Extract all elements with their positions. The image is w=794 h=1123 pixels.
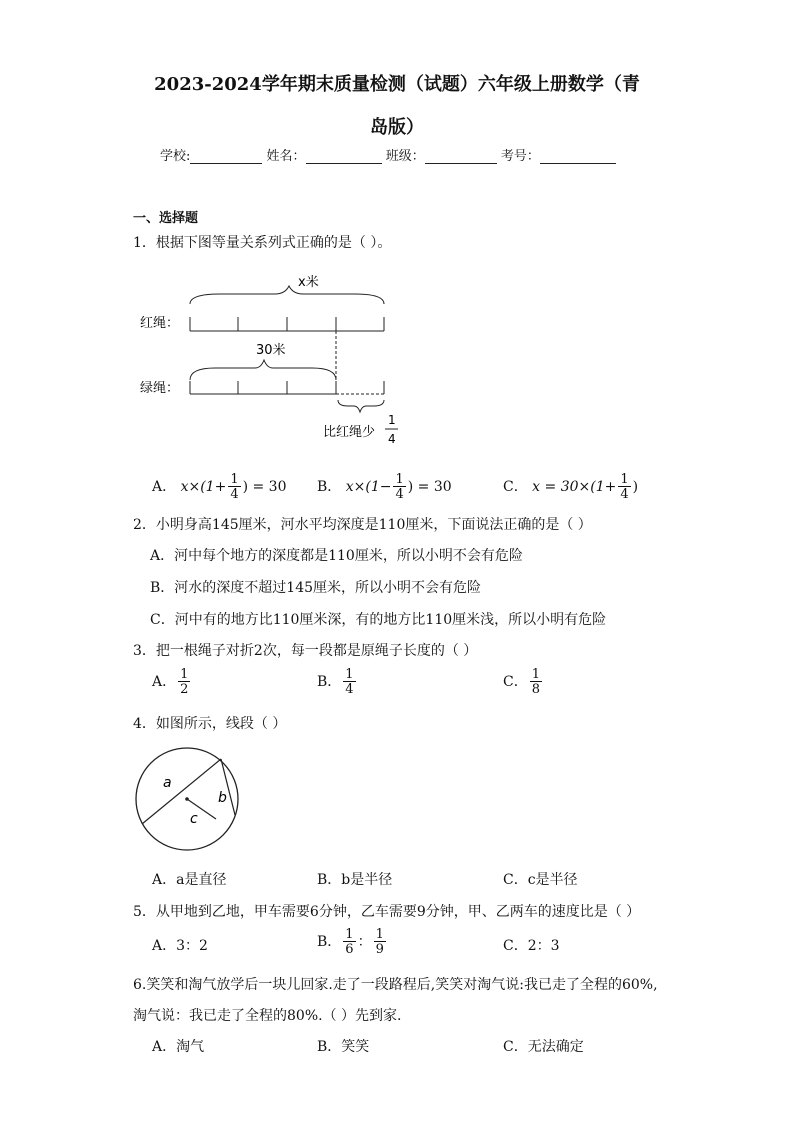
label-b: b: [218, 790, 227, 806]
fraction-numerator: 1: [620, 472, 629, 487]
question-1-stem: 1．根据下图等量关系列式正确的是（ ）。: [133, 235, 392, 251]
fraction-denominator: 4: [620, 487, 629, 502]
section-title: 一、选择题: [133, 211, 199, 226]
question-5-stem: 5．从甲地到乙地，甲车需要6分钟，乙车需要9分钟，甲、乙两车的速度比是（ ）: [133, 904, 641, 920]
fraction-numerator: 1: [375, 927, 384, 942]
option-letter: A．: [152, 674, 177, 690]
q5-option-c[interactable]: C．2：3: [503, 938, 560, 954]
option-letter: C．: [503, 479, 528, 495]
exam-no-blank[interactable]: [540, 149, 616, 164]
q5-option-a[interactable]: A．3：2: [152, 938, 208, 954]
ratio-separator: ：: [357, 934, 372, 950]
fraction-numerator: 1: [395, 472, 404, 487]
label-c: c: [190, 811, 198, 827]
q6-option-b[interactable]: B．笑笑: [317, 1039, 370, 1055]
option-letter: A．: [152, 479, 177, 495]
x-meters-label: x米: [298, 275, 319, 290]
fraction-numerator: 1: [531, 667, 540, 682]
option-formula-end: ): [632, 479, 639, 495]
q3-option-b[interactable]: [317, 668, 358, 696]
fraction: [228, 473, 240, 501]
thirty-meters-label: 30米: [256, 343, 286, 358]
q6-option-c[interactable]: C．无法确定: [503, 1039, 584, 1055]
less-frac-den: 4: [388, 432, 396, 446]
question-6-line-2: 淘气说：我已走了全程的80%.（ ）先到家.: [133, 1008, 402, 1024]
q2-option-b[interactable]: B．河水的深度不超过145厘米，所以小明不会有危险: [150, 580, 482, 596]
red-rope-label: 红绳：: [140, 316, 180, 331]
school-label: 学校:: [160, 149, 191, 164]
name-label: 姓名：: [266, 149, 306, 164]
q1-rope-diagram: [130, 262, 430, 452]
fraction-numerator: 1: [180, 667, 189, 682]
option-letter: B．: [317, 479, 342, 495]
fraction: [530, 668, 542, 696]
option-letter: C．: [503, 674, 528, 690]
segment-b: [221, 759, 235, 815]
q1-option-a[interactable]: [152, 473, 287, 501]
class-label: 班级：: [385, 149, 425, 164]
option-formula: x = 30×(1+: [532, 479, 617, 495]
fraction-denominator: 2: [180, 682, 189, 697]
page-title: 2023-2024学年期末质量检测（试题）六年级上册数学（青: [154, 74, 640, 95]
fraction: [374, 928, 386, 956]
fraction: [343, 928, 355, 956]
q4-option-a[interactable]: A．a是直径: [152, 872, 227, 888]
fraction: [618, 473, 630, 501]
q6-option-a[interactable]: A．淘气: [152, 1039, 205, 1055]
option-letter: B．: [317, 674, 342, 690]
q2-option-a[interactable]: A．河中每个地方的深度都是110厘米，所以小明不会有危险: [150, 548, 523, 564]
q4-option-b[interactable]: B．b是半径: [317, 872, 393, 888]
fraction: [393, 473, 405, 501]
center-dot: [185, 797, 189, 801]
less-than-red-label: 比红绳少: [323, 425, 376, 440]
less-brace: [338, 400, 384, 412]
question-6-line-1: 6.笑笑和淘气放学后一块儿回家.走了一段路程后,笑笑对淘气说:我已走了全程的60%,: [133, 977, 658, 993]
option-formula-end: ) = 30: [242, 479, 287, 495]
fraction-numerator: 1: [345, 667, 354, 682]
option-formula: x×(1−: [345, 479, 392, 495]
fraction-numerator: 1: [230, 472, 239, 487]
q4-circle-figure: [130, 742, 250, 862]
q4-option-c[interactable]: C．c是半径: [503, 872, 578, 888]
fraction-denominator: 4: [230, 487, 239, 502]
name-blank[interactable]: [306, 149, 382, 164]
less-frac-num: 1: [388, 413, 396, 427]
fraction-denominator: 4: [395, 487, 404, 502]
q1-option-c[interactable]: [503, 473, 638, 501]
fraction-denominator: 6: [345, 942, 354, 957]
question-4-stem: 4．如图所示，线段（ ）: [133, 716, 287, 732]
q3-option-c[interactable]: [503, 668, 544, 696]
q2-option-c[interactable]: C．河中有的地方比110厘米深，有的地方比110厘米浅，所以小明有危险: [150, 612, 607, 628]
exam-no-label: 考号：: [500, 149, 540, 164]
thirty-brace: [190, 360, 336, 380]
question-2-stem: 2．小明身高145厘米，河水平均深度是110厘米，下面说法正确的是（ ）: [133, 517, 592, 533]
q5-option-b[interactable]: [317, 928, 388, 956]
q3-option-a[interactable]: [152, 668, 192, 696]
option-letter: B．: [317, 934, 342, 950]
class-blank[interactable]: [425, 149, 497, 164]
fraction-denominator: 9: [375, 942, 384, 957]
fraction-denominator: 8: [531, 682, 540, 697]
fraction-numerator: 1: [345, 927, 354, 942]
fraction: [343, 668, 355, 696]
x-brace: [190, 286, 384, 304]
question-3-stem: 3．把一根绳子对折2次，每一段都是原绳子长度的（ ）: [133, 643, 478, 659]
school-blank[interactable]: [190, 149, 262, 164]
fraction-denominator: 4: [345, 682, 354, 697]
page-title-continued: 岛版）: [370, 117, 424, 138]
fraction: [178, 668, 190, 696]
label-a: a: [163, 775, 172, 791]
student-info-row: [160, 145, 616, 164]
option-formula-end: ) = 30: [407, 479, 452, 495]
option-formula: x×(1+: [180, 479, 227, 495]
green-rope-label: 绿绳：: [140, 381, 180, 396]
q1-option-b[interactable]: [317, 473, 452, 501]
